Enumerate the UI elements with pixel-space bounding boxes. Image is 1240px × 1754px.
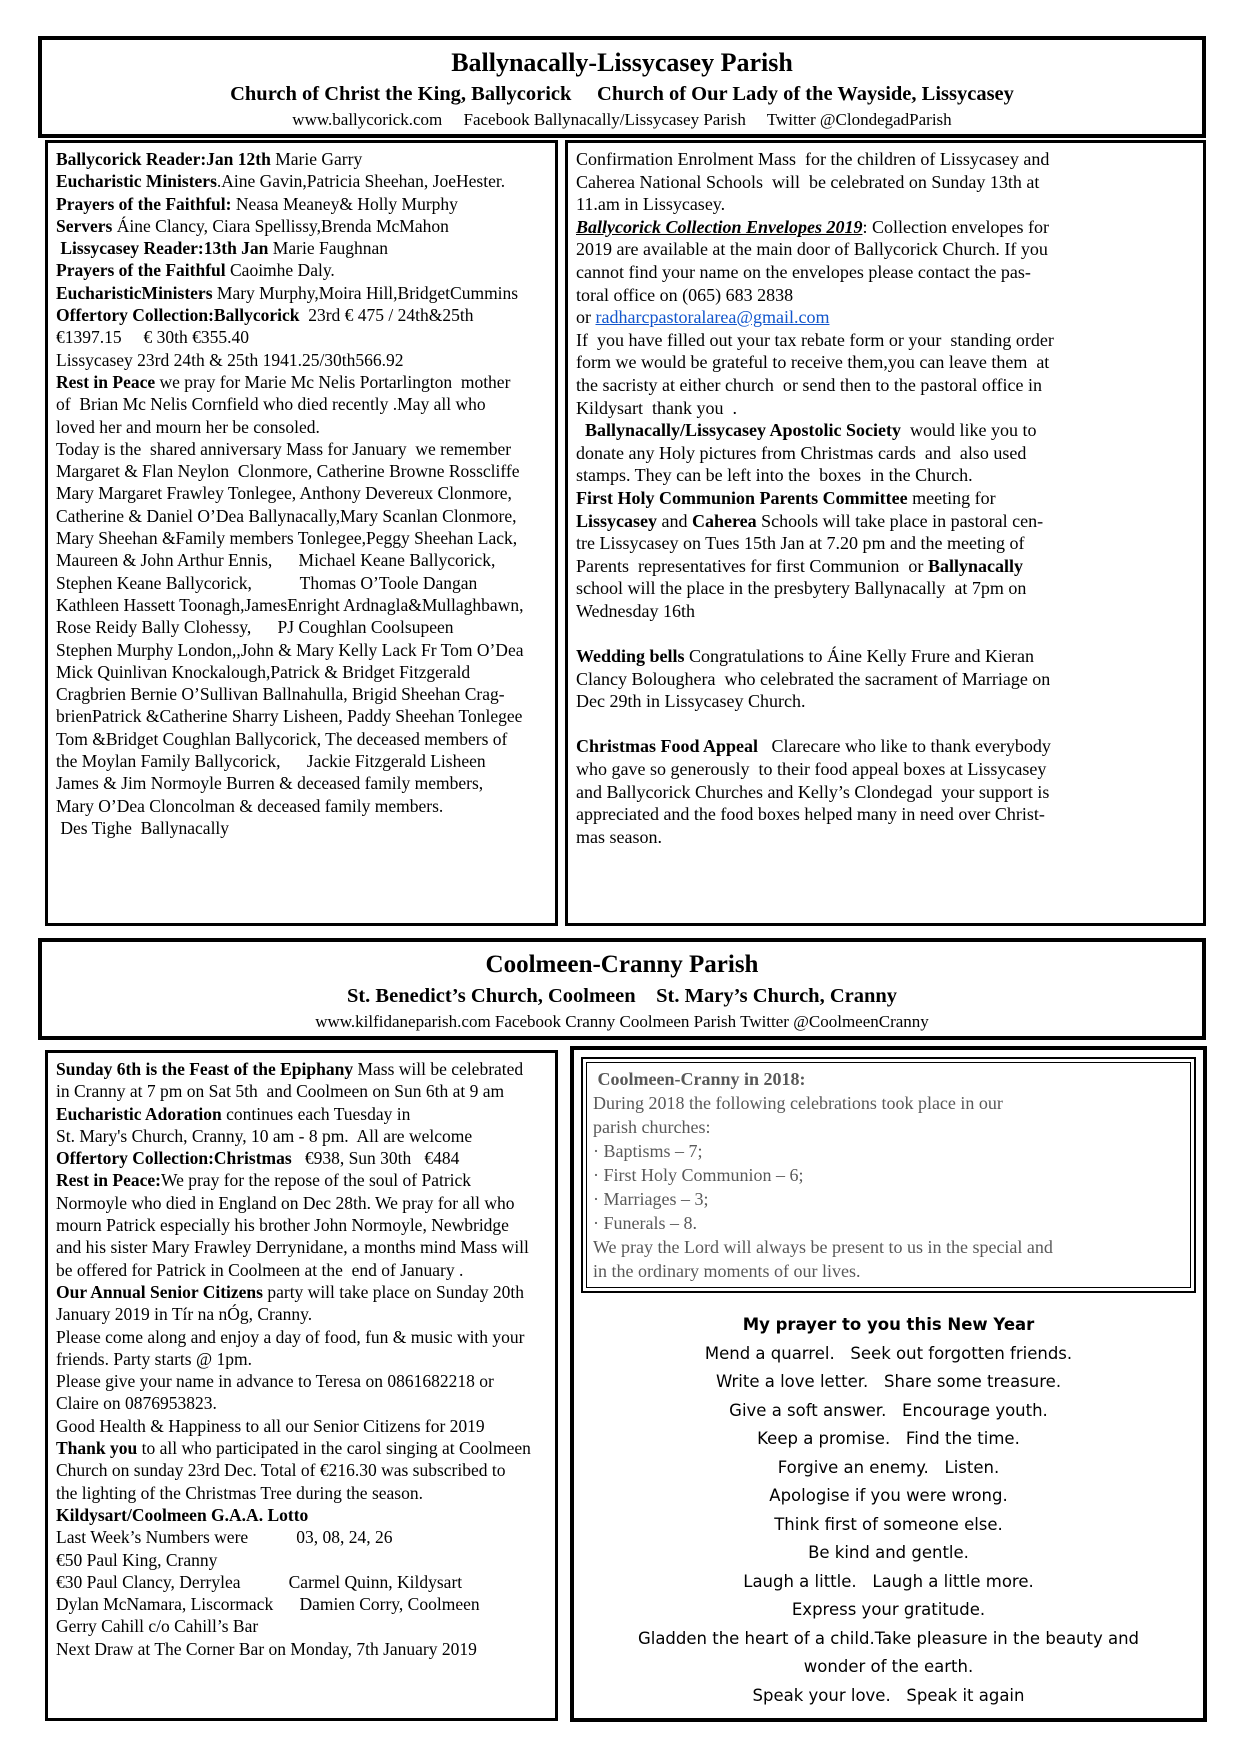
text-segment: Áine Clancy, Ciara Spellissy,Brenda McMahon (112, 215, 449, 236)
text-segment: donate any Holy pictures from Christmas cards and also used (576, 442, 1027, 463)
text-line (56, 1080, 547, 1102)
text-line (56, 1236, 547, 1258)
text-line (576, 645, 1195, 668)
text-line (56, 1593, 547, 1615)
text-line (576, 148, 1195, 171)
text-segment: Lissycasey Reader:13th Jan (56, 238, 269, 259)
text-line (593, 1115, 1184, 1139)
text-line (576, 193, 1195, 216)
text-segment: Write a love letter. Share some treasure. (715, 1372, 1062, 1391)
text-line (576, 577, 1195, 600)
text-segment: Keep a promise. Find the time. (757, 1429, 1020, 1448)
text-segment: and his sister Mary Frawley Derrynidane, a months mind Mass will (56, 1237, 529, 1258)
email-link[interactable]: radharcpastoralarea@gmail.com (595, 307, 830, 328)
text-line (56, 817, 547, 839)
text-segment: Mick Quinlivan Knockalough,Patrick & Bridget Fitzgerald (56, 661, 471, 682)
text-segment: mas season. (576, 826, 662, 847)
text-line (579, 1682, 1198, 1711)
text-line (56, 505, 547, 527)
text-segment: Des Tighe Ballynacally (56, 817, 230, 838)
text-segment: Mend a quarrel. Seek out forgotten friends. (704, 1343, 1073, 1363)
text-line (576, 374, 1195, 397)
text-line (593, 1235, 1184, 1259)
text-line (576, 826, 1195, 849)
text-segment: Caoimhe Daly. (225, 260, 335, 281)
text-segment: We pray the Lord will always be present to us in the special and (593, 1237, 1053, 1257)
text-segment: Be kind and gentle. (808, 1543, 969, 1562)
text-line (579, 1539, 1198, 1568)
text-segment: St. Mary's Church, Cranny, 10 am - 8 pm. All are welcome (56, 1125, 473, 1146)
text-segment: During 2018 the following celebrations took place in our (593, 1093, 1003, 1113)
text-line (56, 326, 547, 348)
parish2-title: Coolmeen-Cranny Parish (485, 951, 759, 978)
text-line (576, 713, 1195, 736)
text-segment: in the ordinary moments of our lives. (593, 1261, 861, 1281)
text-segment: Prayers of the Faithful: (56, 193, 232, 214)
text-segment: EucharisticMinisters (56, 282, 213, 303)
text-line (56, 1303, 547, 1325)
text-segment: Maureen & John Arthur Ennis, Michael Keane Ballycorick, (56, 550, 496, 571)
parish2-contact-line: www.kilfidaneparish.com Facebook Cranny Coolmeen Parish Twitter @CoolmeenCranny (315, 1012, 929, 1031)
text-segment: Sunday 6th is the Feast of the Epiphany (56, 1059, 354, 1079)
text-line (579, 1397, 1198, 1426)
text-segment: Mary Margaret Frawley Tonlegee, Anthony Devereux Clonmore, (56, 483, 512, 504)
text-segment: Rose Reidy Bally Clohessy, PJ Coughlan Coolsupeen (56, 617, 454, 638)
text-segment: Give a soft answer. Encourage youth. (729, 1400, 1048, 1420)
text-line (593, 1067, 1184, 1091)
text-line (56, 772, 547, 794)
text-line (576, 690, 1195, 713)
text-segment: Neasa Meaney& Holly Murphy (231, 193, 458, 214)
text-line (579, 1653, 1198, 1682)
text-line (579, 1340, 1198, 1369)
text-segment: Christmas Food Appeal (576, 736, 759, 757)
text-segment: Cragbrien Bernie O’Sullivan Ballnahulla, Brigid Sheehan Crag- (56, 684, 505, 705)
text-line (56, 170, 547, 192)
text-line (576, 419, 1195, 442)
text-line (56, 1125, 547, 1147)
text-segment: of Brian Mc Nelis Cornfield who died recently .May all who (56, 394, 486, 415)
text-segment: brienPatrick &Catherine Sharry Lisheen, Paddy Sheehan Tonlegee (56, 706, 523, 727)
text-segment: Forgive an enemy. Listen. (777, 1457, 1000, 1477)
text-segment: Caherea National Schools will be celebrated on Sunday 13th at (576, 171, 1040, 192)
text-line (576, 735, 1195, 758)
text-line (593, 1139, 1184, 1163)
text-line (576, 397, 1195, 420)
text-line (576, 803, 1195, 826)
text-segment: Last Week’s Numbers were 03, 08, 24, 26 (56, 1527, 393, 1548)
text-segment: and (657, 510, 692, 531)
parish2-header-box (38, 938, 1206, 1040)
text-segment: First Holy Communion Parents Committee (576, 487, 908, 508)
text-segment: Confirmation Enrolment Mass for the children of Lissycasey and (576, 149, 1050, 169)
text-line (56, 795, 547, 817)
text-line (593, 1187, 1184, 1211)
text-segment: Laugh a little. Laugh a little more. (743, 1571, 1034, 1591)
text-line (56, 237, 547, 259)
text-line (56, 527, 547, 549)
text-segment (576, 420, 585, 440)
text-segment: 11.am in Lissycasey. (576, 194, 726, 215)
text-segment: Tom &Bridget Coughlan Ballycorick, The deceased members of (56, 728, 508, 749)
text-segment: Coolmeen-Cranny in 2018: (593, 1069, 806, 1089)
parish1-right-column (565, 140, 1206, 926)
text-segment: stamps. They can be left into the boxes in the Church. (576, 465, 973, 486)
text-line (56, 371, 547, 393)
text-line (56, 1615, 547, 1637)
text-line (56, 304, 547, 326)
text-segment: Ballynacally (927, 555, 1023, 576)
text-line (56, 661, 547, 683)
text-line (56, 1192, 547, 1214)
text-line (576, 171, 1195, 194)
text-segment: · Marriages – 3; (593, 1189, 709, 1209)
text-segment: Normoyle who died in England on Dec 28th. We pray for all who (56, 1192, 515, 1213)
text-segment: loved her and mourn her be consoled. (56, 416, 320, 437)
text-line (56, 1437, 547, 1459)
text-segment: Next Draw at The Corner Bar on Monday, 7th January 2019 (56, 1638, 477, 1659)
text-segment: mourn Patrick especially his brother John Normoyle, Newbridge (56, 1215, 509, 1236)
text-line (579, 1568, 1198, 1597)
text-segment: Kathleen Hassett Toonagh,JamesEnright Ardnagla&Mullaghbawn, (56, 594, 524, 615)
text-line (56, 393, 547, 415)
text-segment: €50 Paul King, Cranny (56, 1549, 218, 1570)
text-segment: wonder of the earth. (803, 1657, 974, 1676)
text-line (579, 1511, 1198, 1540)
text-line (576, 284, 1195, 307)
text-line (56, 259, 547, 281)
text-line (56, 639, 547, 661)
parish1-contact-line: www.ballycorick.com Facebook Ballynacally/Lissycasey Parish Twitter @ClondegadParish (292, 110, 952, 129)
text-segment: tre Lissycasey on Tues 15th Jan at 7.20 pm and the meeting of (576, 533, 1025, 554)
text-segment: Offertory Collection:Ballycorick (56, 305, 300, 326)
text-segment: to all who participated in the carol singing at Coolmeen (137, 1438, 531, 1459)
parish2-left-column (45, 1050, 558, 1721)
parish1-left-column (45, 140, 558, 926)
text-segment: Claire on 0876953823. (56, 1393, 217, 1414)
text-line (56, 594, 547, 616)
text-line (56, 683, 547, 705)
text-line (56, 438, 547, 460)
text-segment: 23rd € 475 / 24th&25th (299, 305, 474, 326)
text-segment: form we would be grateful to receive them,you can leave them at (576, 352, 1050, 373)
text-segment: Marie Faughnan (268, 238, 388, 259)
text-segment: Ballycorick Collection Envelopes 2019 (576, 216, 863, 237)
text-segment: the Moylan Family Ballycorick, Jackie Fitzgerald Lisheen (56, 751, 486, 772)
text-segment: My prayer to you this New Year (742, 1315, 1035, 1334)
stats-2018-box (581, 1057, 1196, 1293)
text-segment: who gave so generously to their food appeal boxes at Lissycasey (576, 759, 1047, 780)
text-segment: Eucharistic Adoration (56, 1103, 222, 1124)
text-line (56, 1638, 547, 1660)
text-segment: Apologise if you were wrong. (769, 1486, 1008, 1505)
text-line (56, 1392, 547, 1414)
text-line (593, 1091, 1184, 1115)
text-segment: January 2019 in Tír na nÓg, Cranny. (56, 1304, 313, 1325)
text-segment: Mary Murphy,Moira Hill,BridgetCummins (212, 282, 519, 303)
text-line (56, 572, 547, 594)
text-segment: · Funerals – 8. (593, 1213, 697, 1233)
text-segment: the sacristy at either church or send then to the pastoral office in (576, 374, 1043, 395)
text-line (576, 306, 1195, 329)
text-segment: the lighting of the Christmas Tree during the season. (56, 1482, 423, 1503)
text-line (56, 1214, 547, 1236)
text-line (56, 1370, 547, 1392)
text-line (56, 705, 547, 727)
text-segment: Offertory Collection:Christmas (56, 1148, 292, 1169)
text-line (576, 555, 1195, 578)
text-line (56, 1147, 547, 1169)
text-segment: Lissycasey 23rd 24th & 25th 1941.25/30th566.92 (56, 349, 404, 370)
text-line (576, 261, 1195, 284)
text-segment: Rest in Peace: (56, 1170, 161, 1191)
text-segment: we pray for Marie Mc Nelis Portarlington mother (155, 371, 511, 392)
text-segment: in Cranny at 7 pm on Sat 5th and Coolmeen on Sun 6th at 9 am (56, 1081, 505, 1102)
text-line (576, 487, 1195, 510)
text-line (576, 329, 1195, 352)
text-line (56, 1526, 547, 1548)
text-segment: parish churches: (593, 1117, 711, 1137)
text-segment: 2019 are available at the main door of Ballycorick Church. If you (576, 239, 1048, 260)
text-line (56, 416, 547, 438)
text-segment: Lissycasey (576, 510, 657, 531)
text-segment: and Ballycorick Churches and Kelly’s Clondegad your support is (576, 781, 1050, 802)
text-line (56, 460, 547, 482)
text-line (576, 216, 1195, 239)
text-segment: or (576, 307, 596, 328)
text-segment: James & Jim Normoyle Burren & deceased family members, (56, 773, 484, 794)
text-segment: Margaret & Flan Neylon Clonmore, Catherine Browne Rosscliffe (56, 461, 520, 482)
text-segment: Today is the shared anniversary Mass for January we remember (56, 438, 512, 459)
text-segment: meeting for (907, 487, 996, 508)
text-segment: Congratulations to Áine Kelly Frure and Kieran (684, 646, 1034, 667)
text-line (579, 1482, 1198, 1511)
text-segment: €1397.15 € 30th €355.40 (56, 327, 249, 348)
text-line (56, 616, 547, 638)
text-segment: Ballycorick Reader:Jan 12th (56, 149, 271, 169)
parish1-churches: Church of Christ the King, Ballycorick Church of Our Lady of the Wayside, Lissycasey (230, 83, 1014, 105)
text-segment: Mass will be celebrated (353, 1059, 524, 1079)
text-segment: Express your gratitude. (791, 1600, 986, 1619)
text-segment: Church on sunday 23rd Dec. Total of €216.30 was subscribed to (56, 1460, 506, 1481)
text-segment: Our Annual Senior Citizens (56, 1281, 263, 1302)
text-line (56, 1326, 547, 1348)
text-segment: Gladden the heart of a child.Take pleasure in the beauty and (637, 1628, 1140, 1648)
text-segment: We pray for the repose of the soul of Patrick (160, 1170, 472, 1191)
text-line (56, 1549, 547, 1571)
text-segment: Think first of someone else. (774, 1514, 1003, 1534)
text-line (56, 148, 547, 170)
text-line (56, 1348, 547, 1370)
text-line (56, 349, 547, 371)
text-line (56, 282, 547, 304)
text-segment: If you have filled out your tax rebate form or your standing order (576, 329, 1054, 350)
text-segment: €938, Sun 30th €484 (291, 1148, 460, 1169)
text-line (56, 1415, 547, 1437)
text-segment: Caherea (692, 510, 757, 531)
text-line (56, 215, 547, 237)
text-line (579, 1425, 1198, 1454)
text-segment: Please come along and enjoy a day of food, fun & music with your (56, 1326, 525, 1347)
text-segment: party will take place on Sunday 20th (262, 1281, 524, 1302)
text-segment: Marie Garry (270, 149, 363, 169)
text-line (56, 1459, 547, 1481)
text-segment: Dylan McNamara, Liscormack Damien Corry, Coolmeen (56, 1594, 480, 1615)
text-segment: friends. Party starts @ 1pm. (56, 1348, 252, 1369)
text-segment: Stephen Murphy London,,John & Mary Kelly Lack Fr Tom O’Dea (56, 639, 524, 660)
text-line (579, 1311, 1198, 1340)
text-segment: · First Holy Communion – 6; (593, 1165, 804, 1185)
text-line (56, 1058, 547, 1080)
text-line (579, 1454, 1198, 1483)
text-segment: Kildysart/Coolmeen G.A.A. Lotto (56, 1504, 309, 1525)
text-segment: .Aine Gavin,Patricia Sheehan, JoeHester. (216, 171, 506, 192)
text-line (576, 668, 1195, 691)
text-line (576, 622, 1195, 645)
text-line (56, 750, 547, 772)
text-line (579, 1625, 1198, 1654)
text-line (576, 781, 1195, 804)
text-line (576, 351, 1195, 374)
text-line (56, 1103, 547, 1125)
text-segment: Ballynacally/Lissycasey Apostolic Society (585, 420, 902, 441)
text-segment: Wednesday 16th (576, 600, 696, 621)
text-line (56, 1571, 547, 1593)
parish1-header-box (38, 36, 1206, 138)
parish1-title: Ballynacally-Lissycasey Parish (451, 48, 793, 77)
text-line (576, 442, 1195, 465)
text-line (579, 1368, 1198, 1397)
text-line (593, 1163, 1184, 1187)
text-segment: Clancy Boloughera who celebrated the sacrament of Marriage on (576, 668, 1051, 689)
text-segment: cannot find your name on the envelopes please contact the pas- (576, 261, 1031, 282)
text-segment: Speak your love. Speak it again (752, 1685, 1025, 1705)
text-segment: toral office on (065) 683 2838 (576, 284, 794, 305)
text-segment: · Baptisms – 7; (593, 1141, 703, 1161)
text-line (56, 549, 547, 571)
text-segment: school will the place in the presbytery Ballynacally at 7pm on (576, 578, 1027, 599)
text-segment: appreciated and the food boxes helped many in need over Christ- (576, 804, 1045, 825)
text-segment: Rest in Peace (56, 371, 156, 392)
text-line (576, 510, 1195, 533)
text-line (576, 464, 1195, 487)
text-line (56, 1504, 547, 1526)
text-line (56, 1259, 547, 1281)
text-line (576, 600, 1195, 623)
text-segment: Mary Sheehan &Family members Tonlegee,Peggy Sheehan Lack, (56, 528, 518, 549)
text-segment: : Collection envelopes for (862, 216, 1049, 237)
new-year-prayer (579, 1311, 1198, 1710)
text-segment: Thank you (56, 1438, 138, 1459)
text-line (576, 238, 1195, 261)
text-segment: Good Health & Happiness to all our Senior Citizens for 2019 (56, 1415, 485, 1436)
text-segment: Schools will take place in pastoral cen- (756, 510, 1044, 531)
text-segment: continues each Tuesday in (221, 1103, 411, 1124)
text-segment: Please give your name in advance to Teresa on 0861682218 or (56, 1371, 494, 1392)
text-segment: Dec 29th in Lissycasey Church. (576, 691, 806, 712)
text-segment: Clarecare who like to thank everybody (758, 736, 1051, 757)
text-line (56, 728, 547, 750)
text-segment: Servers (56, 215, 113, 236)
text-segment: Parents representatives for first Communion or (576, 555, 928, 576)
text-line (593, 1211, 1184, 1235)
text-segment: Mary O’Dea Cloncolman & deceased family members. (56, 795, 444, 816)
text-segment: Catherine & Daniel O’Dea Ballynacally,Mary Scanlan Clonmore, (56, 505, 517, 526)
text-line (56, 1281, 547, 1303)
text-line (576, 758, 1195, 781)
parish2-right-column (570, 1046, 1207, 1722)
text-segment: be offered for Patrick in Coolmeen at the end of January . (56, 1259, 464, 1280)
text-line (56, 482, 547, 504)
text-segment: Gerry Cahill c/o Cahill’s Bar (56, 1616, 259, 1637)
text-segment: Wedding bells (576, 646, 685, 667)
text-line (593, 1259, 1184, 1283)
text-segment: would like you to (901, 420, 1037, 441)
text-segment: €30 Paul Clancy, Derrylea Carmel Quinn, Kildysart (56, 1571, 463, 1592)
text-line (56, 1482, 547, 1504)
text-segment: Kildysart thank you . (576, 397, 737, 418)
parish2-churches: St. Benedict’s Church, Coolmeen St. Mary’s Church, Cranny (346, 985, 898, 1007)
text-line (56, 193, 547, 215)
text-line (576, 532, 1195, 555)
text-line (579, 1596, 1198, 1625)
text-segment: Prayers of the Faithful (56, 260, 226, 281)
text-segment: Eucharistic Ministers (56, 171, 217, 192)
text-line (56, 1169, 547, 1191)
text-segment: Stephen Keane Ballycorick, Thomas O’Toole Dangan (56, 572, 478, 593)
